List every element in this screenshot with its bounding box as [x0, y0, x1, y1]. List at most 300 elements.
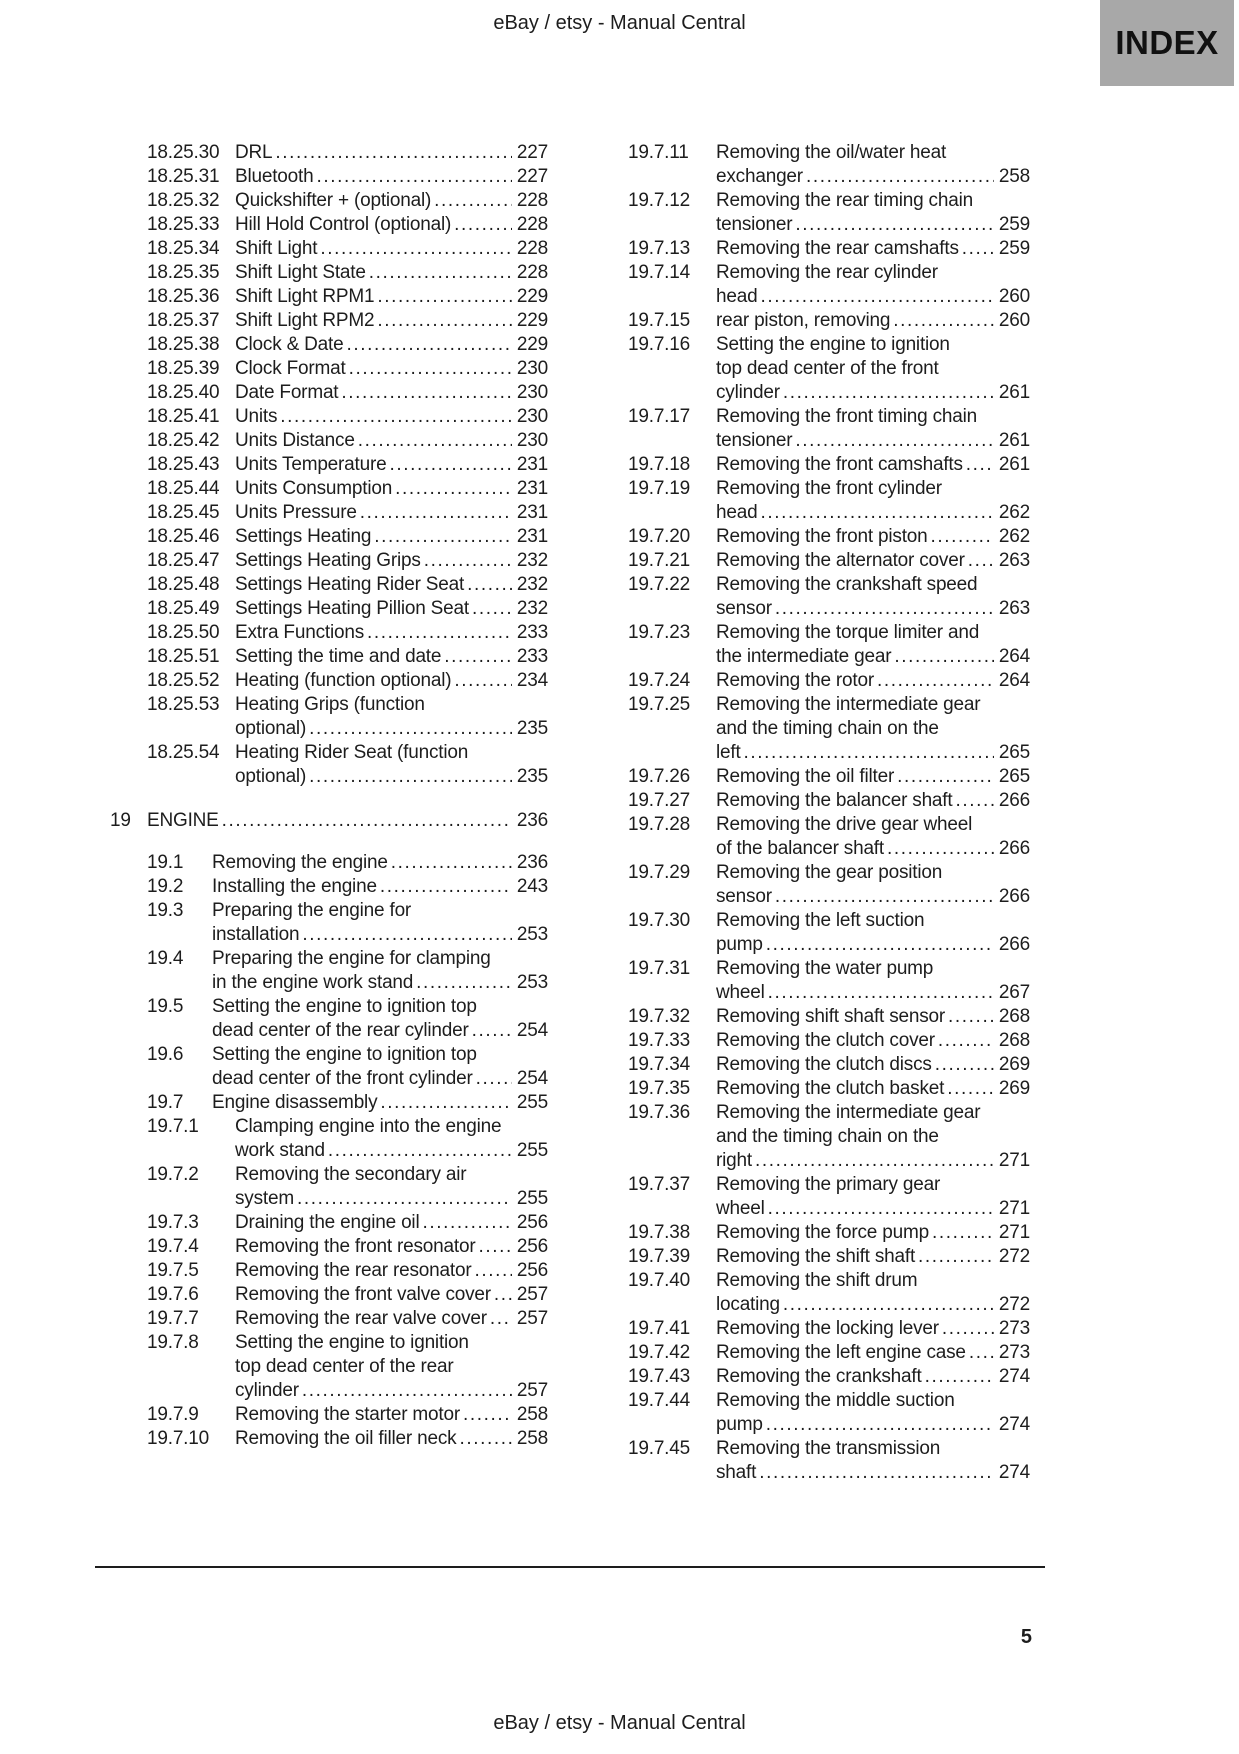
toc-entry-page: 274 — [998, 1462, 1030, 1483]
toc-entry-line — [716, 933, 1030, 957]
toc-entry-line — [716, 1077, 1030, 1101]
dot-leader — [806, 165, 994, 189]
toc-entry-title: Units Pressure — [235, 502, 357, 523]
toc-entry-title: Removing the clutch discs — [716, 1054, 932, 1075]
toc-entry-line — [235, 453, 548, 477]
toc-entry-body — [716, 549, 1030, 573]
toc-entry-title: Removing the rear camshafts — [716, 238, 959, 259]
toc-entry-title: cylinder — [235, 1380, 299, 1401]
toc-entry-line: and the timing chain on the — [716, 1126, 939, 1147]
toc-entry-number: 18.25.37 — [147, 310, 220, 331]
dot-leader — [434, 189, 512, 213]
toc-entry-line — [212, 923, 548, 947]
toc-entry-line — [716, 453, 1030, 477]
toc-entry — [147, 1259, 548, 1283]
toc-entry — [147, 1211, 548, 1235]
toc-entry-body — [716, 621, 1030, 669]
toc-entry-line: Removing the oil/water heat — [716, 142, 947, 163]
toc-entry-line — [716, 429, 1030, 453]
toc-entry — [628, 1317, 1030, 1341]
toc-entry-title: wheel — [716, 982, 765, 1003]
toc-entry-body — [235, 1283, 548, 1307]
toc-entry-page: 259 — [998, 238, 1030, 259]
toc-entry-line: Removing the gear position — [716, 862, 943, 883]
dot-leader — [349, 357, 512, 381]
toc-entry-body — [235, 669, 548, 693]
toc-entry-body — [235, 309, 548, 333]
dot-leader — [783, 381, 994, 405]
dot-leader — [377, 285, 512, 309]
toc-entry-body — [212, 851, 548, 875]
toc-entry — [628, 1389, 1030, 1437]
toc-entry — [628, 669, 1030, 693]
toc-entry-line — [716, 1221, 1030, 1245]
toc-entry-number: 19.7.29 — [628, 862, 690, 883]
toc-entry — [628, 861, 1030, 909]
toc-entry-page: 256 — [516, 1212, 548, 1233]
toc-entry-number: 19.7.40 — [628, 1270, 690, 1291]
toc-entry-line — [716, 1461, 1030, 1485]
toc-entry-body — [235, 1427, 548, 1451]
toc-entry — [147, 875, 548, 899]
toc-entry-body — [716, 141, 1030, 189]
toc-entry-body — [235, 357, 548, 381]
toc-entry-title: Removing the alternator cover — [716, 550, 965, 571]
toc-entry-page: 231 — [516, 454, 548, 475]
toc-entry-number: 18.25.35 — [147, 262, 220, 283]
toc-entry-line: Removing the intermediate gear — [716, 1102, 981, 1123]
toc-entry-title: Removing the balancer shaft — [716, 790, 953, 811]
dot-leader — [490, 1307, 512, 1331]
toc-entry-body — [212, 899, 548, 947]
dot-leader — [932, 1221, 994, 1245]
toc-entry-number: 19.7.22 — [628, 574, 690, 595]
toc-entry-number: 19.7.12 — [628, 190, 690, 211]
toc-entry-line — [716, 165, 1030, 189]
toc-entry-body — [716, 237, 1030, 261]
toc-entry-body — [235, 429, 548, 453]
toc-entry-body — [716, 477, 1030, 525]
toc-entry-title: Heating (function optional) — [235, 670, 452, 691]
toc-entry — [147, 947, 548, 995]
toc-entry — [628, 237, 1030, 261]
toc-entry-body — [235, 1259, 548, 1283]
dot-leader — [969, 1341, 994, 1365]
toc-entry-page: 257 — [516, 1380, 548, 1401]
toc-entry-title: Removing the engine — [212, 852, 388, 873]
toc-entry-line — [235, 285, 548, 309]
dot-leader — [931, 525, 994, 549]
toc-entry-title: dead center of the front cylinder — [212, 1068, 473, 1089]
toc-entry — [628, 453, 1030, 477]
toc-entry-page: 273 — [998, 1318, 1030, 1339]
toc-entry-line — [235, 669, 548, 693]
toc-entry-number: 19.7.5 — [147, 1260, 199, 1281]
toc-entry-page: 232 — [516, 598, 548, 619]
toc-entry — [147, 285, 548, 309]
toc-entry-page: 227 — [516, 142, 548, 163]
toc-entry-line — [235, 429, 548, 453]
toc-entry-line — [235, 717, 548, 741]
toc-entry-line — [235, 1211, 548, 1235]
toc-entry-body — [235, 405, 548, 429]
toc-entry-body — [212, 1091, 548, 1115]
toc-entry-number: 18.25.40 — [147, 382, 220, 403]
toc-entry-line — [235, 549, 548, 573]
toc-entry-line — [716, 1317, 1030, 1341]
dot-leader — [360, 501, 512, 525]
toc-entry-line: Removing the water pump — [716, 958, 934, 979]
toc-entry-line — [716, 981, 1030, 1005]
toc-entry-number: 19.7.27 — [628, 790, 690, 811]
toc-entry-page: 266 — [998, 838, 1030, 859]
toc-entry-page: 228 — [516, 238, 548, 259]
toc-entry-number: 19.7.8 — [147, 1332, 199, 1353]
toc-entry-number: 18.25.43 — [147, 454, 220, 475]
toc-entry-title: Units Temperature — [235, 454, 387, 475]
toc-entry-number: 19.7.26 — [628, 766, 690, 787]
toc-entry-title: Engine disassembly — [212, 1092, 378, 1113]
toc-entry-title: Removing the rear valve cover — [235, 1308, 487, 1329]
dot-leader — [309, 717, 512, 741]
toc-entry-line — [147, 809, 548, 833]
toc-entry-body — [235, 525, 548, 549]
toc-entry-number: 19.7.25 — [628, 694, 690, 715]
toc-entry-body — [235, 237, 548, 261]
toc-entry-page: 255 — [516, 1188, 548, 1209]
toc-entry-number: 19.7.21 — [628, 550, 690, 571]
toc-entry-number: 19.7.18 — [628, 454, 690, 475]
toc-entry-line — [716, 1197, 1030, 1221]
toc-entry-page: 235 — [516, 766, 548, 787]
toc-entry-number: 19.7.37 — [628, 1174, 690, 1195]
toc-entry-line — [716, 597, 1030, 621]
toc-entry-line — [235, 1187, 548, 1211]
toc-entry-page: 232 — [516, 574, 548, 595]
toc-entry-body — [716, 669, 1030, 693]
toc-entry-line — [235, 1259, 548, 1283]
dot-leader — [795, 429, 994, 453]
dot-leader — [938, 1029, 994, 1053]
dot-leader — [391, 851, 512, 875]
dot-leader — [775, 597, 994, 621]
toc-entry-line: Removing the rear timing chain — [716, 190, 973, 211]
toc-entry-page: 256 — [516, 1236, 548, 1257]
dot-leader — [962, 237, 994, 261]
toc-entry-line — [716, 1293, 1030, 1317]
toc-entry — [628, 909, 1030, 957]
toc-entry-number: 19.7.14 — [628, 262, 690, 283]
toc-entry-line — [716, 237, 1030, 261]
toc-entry-page: 228 — [516, 190, 548, 211]
toc-entry-number: 19.7.6 — [147, 1284, 199, 1305]
toc-entry-title: shaft — [716, 1462, 757, 1483]
toc-entry — [628, 1077, 1030, 1101]
toc-entry-number: 19.7.41 — [628, 1318, 690, 1339]
toc-entry-line: Clamping engine into the engine — [235, 1116, 502, 1137]
toc-entry-body — [235, 1307, 548, 1331]
toc-entry-number: 18.25.41 — [147, 406, 220, 427]
toc-entry-number: 18.25.53 — [147, 694, 220, 715]
toc-entry-line: Setting the engine to ignition top — [212, 1044, 477, 1065]
toc-entry-title: Clock Format — [235, 358, 346, 379]
toc-entry — [147, 1331, 548, 1403]
toc-entry — [147, 237, 548, 261]
toc-entry-line — [235, 213, 548, 237]
dot-leader — [424, 549, 512, 573]
toc-entry-title: Settings Heating — [235, 526, 372, 547]
toc-entry-title: optional) — [235, 766, 307, 787]
toc-entry-line — [235, 1139, 548, 1163]
toc-entry — [147, 405, 548, 429]
index-tab — [1100, 0, 1234, 86]
toc-entry-line: Removing the shift drum — [716, 1270, 918, 1291]
toc-entry-line — [235, 261, 548, 285]
toc-entry — [628, 693, 1030, 765]
toc-entry — [147, 669, 548, 693]
toc-entry-title: Removing the starter motor — [235, 1404, 460, 1425]
dot-leader — [377, 309, 512, 333]
toc-entry-number: 19.7.36 — [628, 1102, 690, 1123]
toc-entry-title: head — [716, 286, 758, 307]
toc-entry-page: 253 — [516, 972, 548, 993]
toc-entry-page: 230 — [516, 430, 548, 451]
toc-entry — [628, 1173, 1030, 1221]
toc-entry-body — [212, 947, 548, 995]
toc-entry-title: Removing the oil filter — [716, 766, 895, 787]
toc-entry-number: 18.25.47 — [147, 550, 220, 571]
toc-entry — [147, 995, 548, 1043]
toc-entry-line: and the timing chain on the — [716, 718, 939, 739]
toc-entry-line — [716, 1341, 1030, 1365]
dot-leader — [887, 837, 994, 861]
toc-entry-line — [235, 621, 548, 645]
toc-entry-title: Removing the front camshafts — [716, 454, 963, 475]
toc-entry-line: top dead center of the front — [716, 358, 939, 379]
toc-entry-body — [716, 789, 1030, 813]
toc-entry-number: 19.7.13 — [628, 238, 690, 259]
toc-entry-number: 19.1 — [147, 852, 184, 873]
toc-entry — [628, 1341, 1030, 1365]
toc-entry-body — [716, 1005, 1030, 1029]
toc-entry-title: Removing the rear resonator — [235, 1260, 472, 1281]
toc-entry-page: 256 — [516, 1260, 548, 1281]
dot-leader — [297, 1187, 512, 1211]
toc-entry-title: Removing the force pump — [716, 1222, 929, 1243]
toc-entry-body — [235, 141, 548, 165]
toc-entry-page: 231 — [516, 502, 548, 523]
toc-entry-line: top dead center of the rear — [235, 1356, 454, 1377]
toc-entry-line — [716, 213, 1030, 237]
toc-entry-body — [716, 693, 1030, 765]
toc-entry-title: installation — [212, 924, 300, 945]
toc-entry-title: in the engine work stand — [212, 972, 414, 993]
toc-entry-line — [235, 1379, 548, 1403]
toc-entry — [628, 1053, 1030, 1077]
toc-entry — [628, 1005, 1030, 1029]
toc-entry-title: ENGINE — [147, 810, 219, 831]
toc-entry — [147, 165, 548, 189]
toc-entry-line — [716, 1053, 1030, 1077]
toc-entry-body — [212, 995, 548, 1043]
toc-entry — [147, 645, 548, 669]
toc-entry-body — [716, 1245, 1030, 1269]
toc-entry-body — [716, 1365, 1030, 1389]
toc-entry-number: 19.7.45 — [628, 1438, 690, 1459]
toc-entry-title: Units Distance — [235, 430, 355, 451]
dot-leader — [894, 645, 994, 669]
toc-entry-body — [716, 861, 1030, 909]
toc-entry-number: 19.7.24 — [628, 670, 690, 691]
toc-entry-line: Heating Grips (function — [235, 694, 425, 715]
footer-doc-title: eBay / etsy - Manual Central — [493, 1712, 746, 1734]
toc-entry-number: 19.7.20 — [628, 526, 690, 547]
toc-entry-number: 18.25.45 — [147, 502, 220, 523]
toc-entry-number: 18.25.48 — [147, 574, 220, 595]
toc-entry-body — [716, 957, 1030, 1005]
toc-entry-page: 272 — [998, 1294, 1030, 1315]
toc-entry-title: Removing the rotor — [716, 670, 874, 691]
dot-leader — [309, 765, 512, 789]
toc-entry-number: 19.7.43 — [628, 1366, 690, 1387]
toc-entry-number: 19.7.10 — [147, 1428, 209, 1449]
toc-entry-number: 18.25.39 — [147, 358, 220, 379]
toc-entry-body — [716, 1437, 1030, 1485]
toc-entry — [628, 621, 1030, 669]
toc-entry-number: 19.7.15 — [628, 310, 690, 331]
toc-entry-line: Heating Rider Seat (function — [235, 742, 469, 763]
toc-entry — [147, 693, 548, 741]
toc-entry-line: Removing the rear cylinder — [716, 262, 938, 283]
toc-entry-number: 18.25.32 — [147, 190, 220, 211]
toc-entry-title: rear piston, removing — [716, 310, 891, 331]
toc-entry-number: 18.25.52 — [147, 670, 220, 691]
toc-entry-body — [716, 309, 1030, 333]
toc-entry-line — [716, 669, 1030, 693]
toc-entry-page: 271 — [998, 1198, 1030, 1219]
toc-entry-number: 19.7.4 — [147, 1236, 199, 1257]
dot-leader — [472, 597, 512, 621]
toc-entry — [147, 261, 548, 285]
dot-leader — [422, 1211, 511, 1235]
dot-leader — [760, 285, 993, 309]
dot-leader — [380, 1091, 512, 1115]
toc-entry-line — [235, 1403, 548, 1427]
toc-entry-body — [235, 573, 548, 597]
toc-entry-body — [716, 405, 1030, 453]
toc-entry-line: Removing the crankshaft speed — [716, 574, 978, 595]
dot-leader — [918, 1245, 994, 1269]
toc-entry-line — [235, 501, 548, 525]
toc-entry — [628, 405, 1030, 453]
toc-entry-body — [212, 1043, 548, 1091]
toc-entry — [628, 1221, 1030, 1245]
dot-leader — [948, 1005, 994, 1029]
toc-entry-page: 268 — [998, 1030, 1030, 1051]
toc-entry-page: 264 — [998, 670, 1030, 691]
toc-entry-title: Removing the oil filler neck — [235, 1428, 457, 1449]
dot-leader — [390, 453, 512, 477]
toc-entry-title: pump — [716, 1414, 763, 1435]
toc-entry — [628, 189, 1030, 237]
toc-entry-line: Removing the front timing chain — [716, 406, 977, 427]
dot-leader — [494, 1283, 512, 1307]
toc-entry — [147, 501, 548, 525]
toc-entry-body — [716, 453, 1030, 477]
dot-leader — [759, 1461, 994, 1485]
dot-leader — [459, 1427, 511, 1451]
toc-entry-title: Settings Heating Grips — [235, 550, 421, 571]
toc-entry-title: Removing the front valve cover — [235, 1284, 491, 1305]
toc-entry-title: Shift Light State — [235, 262, 366, 283]
dot-leader — [444, 645, 512, 669]
toc-entry — [628, 789, 1030, 813]
dot-leader — [766, 1413, 994, 1437]
toc-entry-title: Extra Functions — [235, 622, 364, 643]
toc-entry-number: 18.25.46 — [147, 526, 220, 547]
toc — [110, 141, 1030, 1485]
toc-entry-number: 19.7.32 — [628, 1006, 690, 1027]
toc-entry-line — [716, 285, 1030, 309]
toc-entry-number: 18.25.33 — [147, 214, 220, 235]
toc-entry-title: head — [716, 502, 758, 523]
toc-entry-body — [716, 1101, 1030, 1173]
toc-entry-number: 18.25.31 — [147, 166, 220, 187]
toc-entry-title: Removing the front piston — [716, 526, 928, 547]
toc-entry-title: Removing the clutch cover — [716, 1030, 935, 1051]
toc-entry-body — [716, 525, 1030, 549]
toc-entry-title: wheel — [716, 1198, 765, 1219]
toc-entry-body — [235, 693, 548, 741]
toc-entry-line: Removing the torque limiter and — [716, 622, 980, 643]
toc-entry-body — [716, 813, 1030, 861]
toc-entry-page: 258 — [516, 1428, 548, 1449]
toc-entry-number: 18.25.38 — [147, 334, 220, 355]
dot-leader — [320, 237, 512, 261]
dot-leader — [454, 669, 511, 693]
toc-entry — [628, 1029, 1030, 1053]
toc-entry-page: 254 — [516, 1068, 548, 1089]
toc-entry-body — [716, 1269, 1030, 1317]
toc-entry-line: Setting the engine to ignition — [235, 1332, 469, 1353]
dot-leader — [478, 1235, 511, 1259]
dot-leader — [966, 453, 994, 477]
toc-entry-body — [235, 381, 548, 405]
toc-entry-line: Removing the front cylinder — [716, 478, 942, 499]
toc-entry-title: sensor — [716, 886, 772, 907]
toc-entry-page: 230 — [516, 382, 548, 403]
toc-entry — [147, 741, 548, 789]
toc-entry — [147, 1235, 548, 1259]
toc-entry-title: Bluetooth — [235, 166, 314, 187]
toc-entry-body — [235, 285, 548, 309]
toc-entry-title: Removing the shift shaft — [716, 1246, 916, 1267]
toc-entry — [628, 765, 1030, 789]
toc-entry-page: 262 — [998, 526, 1030, 547]
toc-entry-line — [235, 1307, 548, 1331]
toc-entry-body — [235, 549, 548, 573]
toc-entry-body — [235, 1163, 548, 1211]
toc-entry — [147, 851, 548, 875]
toc-entry-body — [716, 1173, 1030, 1221]
dot-leader — [374, 525, 512, 549]
toc-entry-title: Units — [235, 406, 278, 427]
toc-entry — [628, 525, 1030, 549]
toc-entry-body — [235, 261, 548, 285]
toc-entry-page: 267 — [998, 982, 1030, 1003]
toc-entry — [147, 1283, 548, 1307]
dot-leader — [755, 1149, 994, 1173]
